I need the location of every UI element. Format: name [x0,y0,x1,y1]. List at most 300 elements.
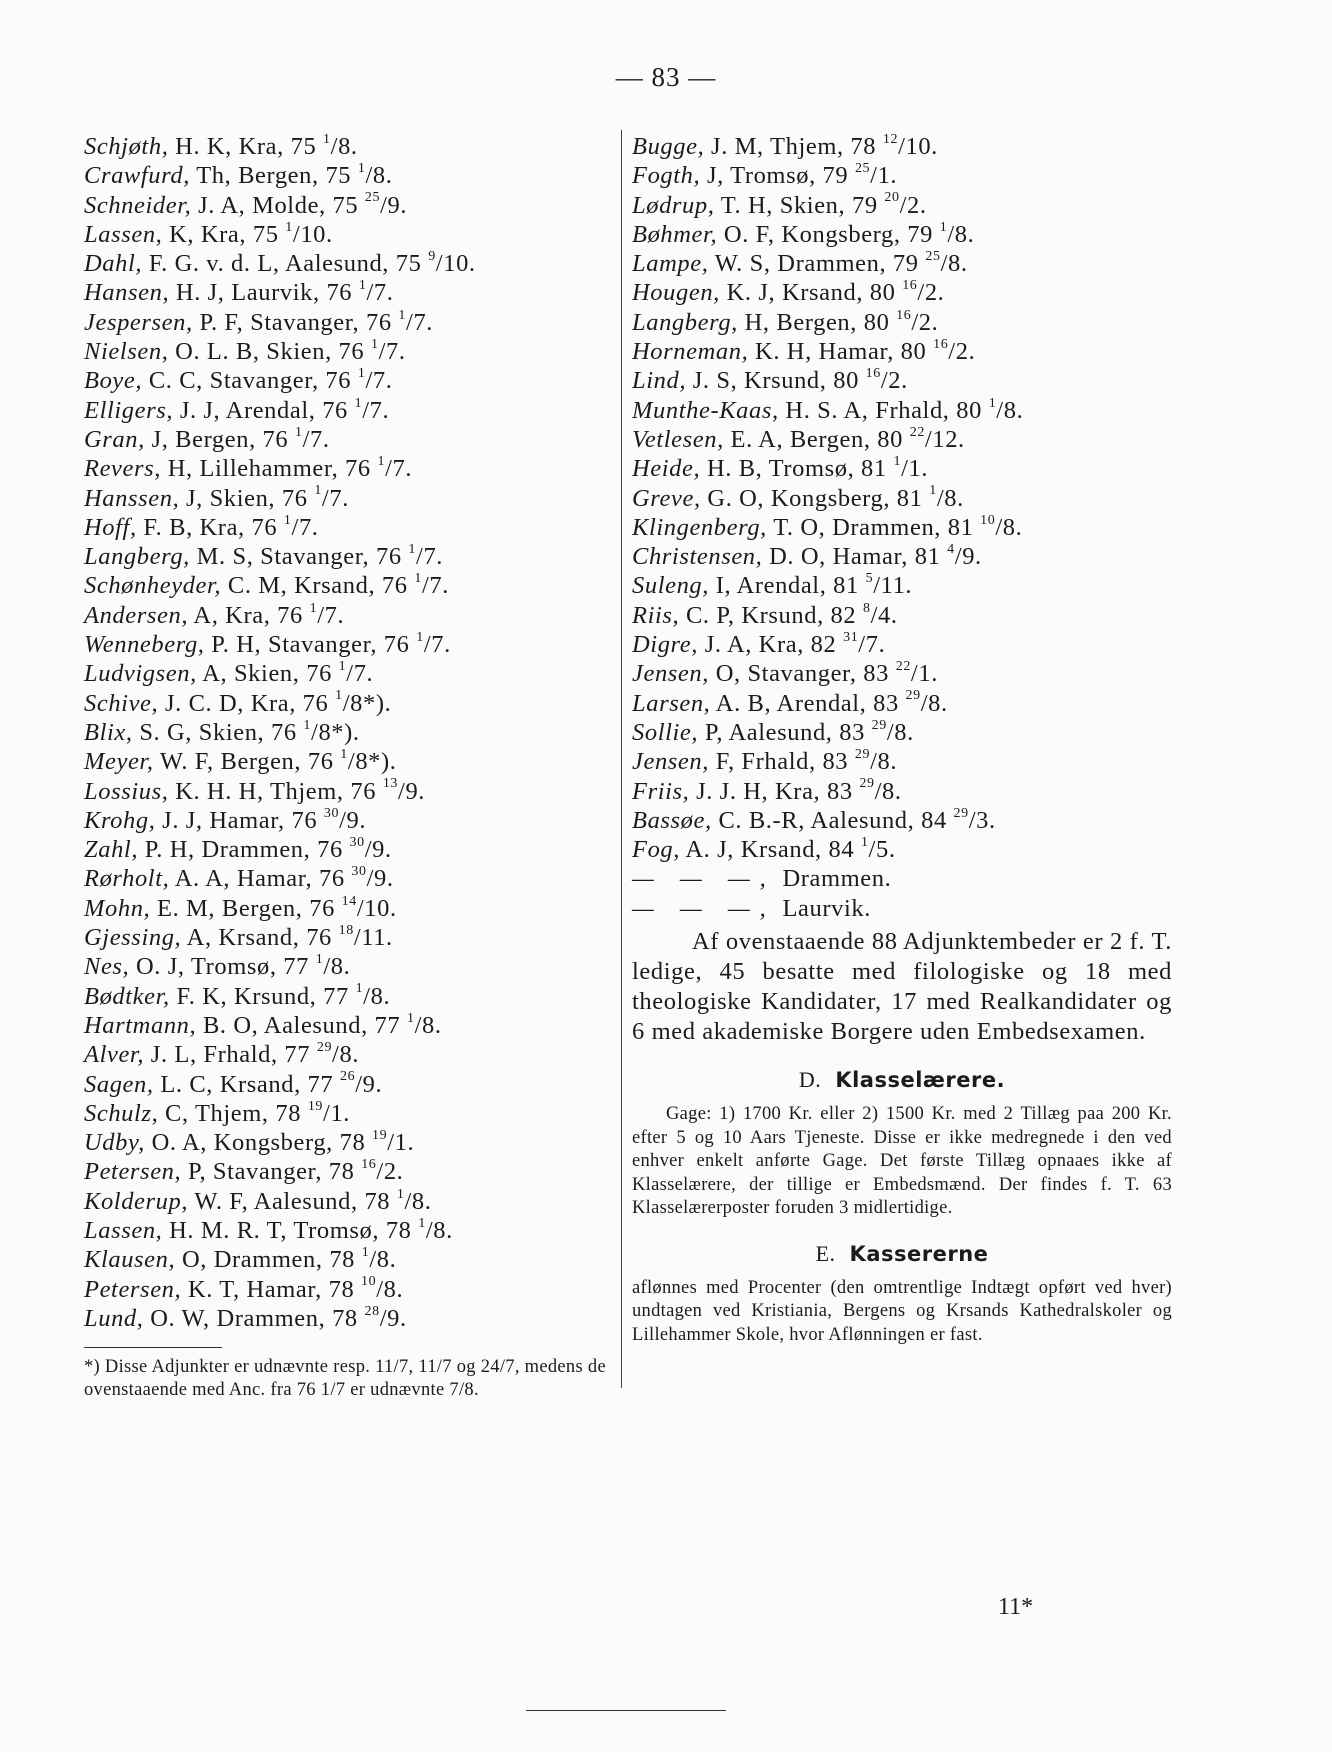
date-slash: / [355,1070,363,1098]
list-item [632,835,1172,864]
date-month: 8. [339,1041,360,1069]
person-details: H. J, Laurvik, 76 [169,279,359,307]
date-day: 26 [339,1069,356,1085]
date-month: 8. [330,953,351,981]
person-details: J, Bergen, 76 [144,425,295,453]
date-slash: / [995,513,1003,541]
person-name: Jensen, [632,660,709,688]
list-item [632,689,1172,718]
date-slash: / [317,601,325,629]
date-slash: / [365,162,373,190]
date-day: 1 [355,981,364,997]
list-item [84,601,624,630]
date-day: 16 [865,366,881,382]
list-item [84,659,624,688]
date-slash: / [917,279,925,307]
date-month: 4. [877,601,898,629]
date-day: 1 [396,1186,405,1202]
person-name: Lund, [84,1304,144,1332]
date-day: 19 [307,1098,324,1114]
date-month: 8. [383,1275,404,1303]
date-slash: / [379,1304,388,1332]
date-month: 8. [944,484,964,512]
person-details: P. F, Stavanger, 76 [192,308,399,336]
date-month: 7. [309,425,330,453]
list-item [84,1216,624,1245]
list-item [632,747,1172,776]
date-month: 8. [882,777,902,805]
date-slash: / [404,1187,412,1215]
person-name: Petersen, [84,1275,182,1303]
date-day: 30 [349,834,365,850]
person-name: Zahl, [84,836,139,864]
date-day: 29 [316,1040,333,1056]
section-e-letter: E. [815,1240,836,1266]
person-name: Hanssen, [84,484,180,512]
person-name: Bøhmer, [632,220,718,248]
list-item [632,571,1172,600]
date-month: 9. [346,806,367,834]
date-slash: / [874,777,883,805]
date-day: 1 [358,278,367,294]
person-details: C. B.-R, Aalesund, 84 [711,806,954,834]
list-item [84,1011,624,1040]
date-month: 9. [362,1070,383,1098]
date-day: 29 [859,776,875,792]
person-details: J. S, Krsund, 80 [686,367,866,395]
date-day: 1 [361,1245,370,1261]
list-item [632,191,1172,220]
person-name: Vetlesen, [632,425,724,453]
date-month: 8. [338,133,358,160]
person-name: Schønheyder, [84,572,222,600]
date-slash: / [968,806,977,834]
date-day: 1 [303,717,312,733]
person-name: Hoff, [84,513,137,541]
person-details: H. S. A, Frhald, 80 [778,396,989,424]
list-item [632,454,1172,483]
list-item [84,1187,624,1216]
date-day: 1 [408,542,417,557]
date-month: 9. [387,1304,407,1332]
date-day: 14 [341,893,357,909]
person-details: J. M, Thjem, 78 [704,133,883,160]
date-month: 7. [431,631,451,659]
date-slash: / [886,718,895,746]
date-day: 13 [382,776,399,792]
date-day: 1 [860,834,869,850]
person-details: F. G. v. d. L, Aalesund, 75 [142,250,429,278]
list-item [632,806,1172,835]
date-day: 28 [364,1303,380,1319]
date-slash: / [376,1158,384,1186]
person-name: Ludvigsen, [84,660,197,688]
person-details: S. G, Skien, 76 [132,718,304,746]
date-month: 1. [918,660,938,688]
date-month: 8. [422,1011,442,1039]
person-name: Friis, [632,777,690,805]
date-slash: / [385,455,393,483]
person-name: Nes, [84,953,130,981]
date-month: 1. [908,455,929,483]
date-day: 1 [406,1010,415,1026]
date-day: 25 [854,161,871,177]
person-details: Laurvik. [775,894,871,922]
date-day: 1 [370,336,379,352]
person-name: Alver, [84,1041,145,1069]
section-e-heading [632,1241,1172,1267]
date-slash: / [369,1246,377,1274]
date-slash: / [954,543,963,571]
person-details: H. K, Kra, 75 [168,133,324,160]
person-details: A. J, Krsand, 84 [680,836,861,864]
list-item [84,894,624,923]
person-name: Jespersen, [84,308,193,336]
person-name: Lampe, [632,250,709,278]
person-name: Lossius, [84,777,169,805]
date-month: 8. [372,162,393,190]
date-month: 9. [405,777,426,805]
person-name: Klingenberg, [632,513,767,541]
person-name: Kolderup, [84,1187,189,1215]
date-month: 8. [411,1187,432,1215]
list-item [84,952,624,981]
person-name: Krohg, [84,806,156,834]
list-item [632,864,1172,893]
date-month: 8. [370,982,391,1010]
list-item [632,396,1172,425]
person-name: Bassøe, [632,806,712,834]
date-day: 29 [854,747,871,763]
person-details: P. H, Drammen, 76 [138,836,350,864]
list-item [632,308,1172,337]
person-name: Langberg, [632,308,738,336]
list-item [84,278,624,307]
date-slash: / [873,572,881,600]
date-slash: / [366,865,375,893]
person-details: J. J. H, Kra, 83 [689,777,860,805]
date-month: 1. [394,1129,415,1157]
person-details: K. T, Hamar, 78 [181,1275,362,1303]
person-details: P, Stavanger, 78 [181,1158,362,1186]
date-day: 4 [947,542,955,557]
list-item [84,718,624,747]
date-slash: / [425,1216,434,1244]
summary-text: Af ovenstaaende 88 Adjunktembeder er 2 f. T. ledige, 45 besatte med filologiske og 18 med theologiske Kandidater, 17 med Realkandidater og 6 med akademiske Borgere uden Embedsexamen. [632,928,1172,1046]
date-slash: / [910,660,919,688]
date-slash: / [899,191,908,219]
date-slash: / [423,631,432,659]
person-details: F. B, Kra, 76 [136,513,284,541]
person-details: A, Kra, 76 [188,601,310,629]
person-name: Schjøth, [84,133,169,160]
date-month: 2. [383,1158,404,1186]
date-day: 30 [323,805,340,821]
list-item [84,220,624,249]
date-month: 8. [928,689,948,717]
person-details: A. A, Hamar, 76 [169,865,352,893]
date-day: 1 [893,454,902,470]
section-d-letter: D. [798,1067,822,1093]
date-month: 8. [947,250,968,278]
signature-mark: 11* [998,1594,1034,1620]
person-details: J. A, Kra, 82 [697,631,844,659]
person-name: Schive, [84,689,159,717]
summary-paragraph [632,927,1172,1047]
person-details: J. C. D, Kra, 76 [158,689,336,717]
list-item [84,542,624,571]
date-day: 29 [871,717,887,733]
person-details: O. F, Kongsberg, 79 [717,220,940,248]
person-name: Nielsen, [84,338,169,366]
person-name: Petersen, [84,1158,182,1186]
list-item [84,191,624,220]
date-month: 7. [373,279,394,307]
list-item [84,1304,624,1333]
person-name: — — —, [632,865,776,893]
date-day: 16 [933,336,949,352]
person-details: C. C, Stavanger, 76 [142,367,358,395]
list-item [84,513,624,542]
list-item [632,484,1172,513]
person-name: Mohn, [84,894,151,922]
date-day: 16 [902,278,918,294]
person-name: Greve, [632,484,701,512]
date-slash: / [435,250,444,278]
list-item [84,1070,624,1099]
person-details: C. P, Krsund, 82 [679,601,863,629]
date-month: 9. [387,191,408,219]
person-name: Suleng, [632,572,710,600]
list-item [84,982,624,1011]
date-day: 8 [862,600,871,616]
list-item [84,161,624,190]
date-month: 2. [924,279,945,307]
date-month: 8. [376,1246,397,1274]
date-month: 8. [1002,513,1023,541]
person-name: Hansen, [84,279,170,307]
date-month: 12. [932,425,965,453]
date-slash: / [311,718,319,746]
date-month: 7. [369,396,390,424]
date-day: 19 [372,1127,388,1143]
person-name: Boye, [84,367,143,395]
person-name: Langberg, [84,543,190,571]
person-details: F. K, Krsund, 77 [169,982,356,1010]
left-column [84,132,624,1402]
date-slash: / [940,250,948,278]
date-month: 2. [888,367,908,395]
list-item [84,249,624,278]
person-details: J. J, Hamar, 76 [155,806,324,834]
person-details: J, Skien, 76 [179,484,315,512]
person-details: P. H, Stavanger, 76 [204,631,417,659]
list-item [84,308,624,337]
person-name: Sagen, [84,1070,154,1098]
list-item [84,484,624,513]
person-name: Munthe-Kaas, [632,396,779,424]
list-item [632,601,1172,630]
section-e-text: aflønnes med Procenter (den omtrentlige Indtægt opført ved hver) undtagen ved Kristiania, Bergens og Krsands Kathedralskoler og Lillehammer Skole, hvor Aflønningen er fast. [632,1277,1172,1345]
list-item [84,1157,624,1186]
footnote: *) Disse Adjunkter er udnævnte resp. 11/7, 11/7 og 24/7, medens de ovenstaaende med Anc. fra 76 1/7 er udnævnte 7/8. [84,1357,606,1401]
date-slash: / [363,982,371,1010]
date-slash: / [332,1041,340,1069]
person-name: Fog, [632,836,680,864]
date-month: 8. [894,718,914,746]
list-item [632,278,1172,307]
date-slash: / [920,689,929,717]
date-slash: / [362,396,370,424]
date-slash: / [364,836,373,864]
list-item [84,689,624,718]
list-item [84,864,624,893]
list-item [84,747,624,776]
list-item [84,923,624,952]
date-slash: / [342,689,351,717]
date-month: 8*). [355,748,397,776]
section-d-heading [632,1067,1172,1093]
date-slash: / [947,220,955,248]
person-details: T. O, Drammen, 81 [766,513,981,541]
person-details: H, Bergen, 80 [737,308,897,336]
date-month: 7. [865,631,886,659]
date-month: 9. [962,543,982,571]
list-item [84,366,624,395]
person-name: Hougen, [632,279,720,307]
person-details: L. C, Krsand, 77 [153,1070,340,1098]
list-item [632,718,1172,747]
section-e-title: Kassererne [849,1241,989,1266]
person-details: O, Stavanger, 83 [708,660,896,688]
person-details: G. O, Kongsberg, 81 [700,484,930,512]
date-month: 7. [329,484,349,512]
date-day: 29 [953,805,969,821]
date-month: 10. [443,250,476,278]
person-details: C. M, Krsand, 76 [221,572,415,600]
section-d-text: Gage: 1) 1700 Kr. eller 2) 1500 Kr. med 2 Tillæg paa 200 Kr. efter 5 og 10 Aars Tjeneste. Disse er ikke medregnede i den ved enhver enkelt anførte Gage. Det første Tillæg opnaaes ikke af Klasselærere, der tillige er Embedsmænd. Der findes f. T. 63 Klasselærerposter foruden 3 midlertidige. [632,1104,1172,1219]
right-column [632,132,1172,1347]
person-details: A. B, Arendal, 83 [710,689,906,717]
date-day: 1 [323,131,331,147]
list-item [632,513,1172,542]
date-day: 12 [882,131,899,147]
footnote-rule [84,1347,222,1348]
person-details: B. O, Aalesund, 77 [196,1011,407,1039]
date-day: 9 [428,249,436,265]
person-name: Sollie, [632,718,699,746]
date-slash: / [291,513,299,541]
date-month: 7. [386,338,406,366]
date-day: 22 [895,659,911,675]
person-name: Bugge, [632,133,705,160]
person-name: Rørholt, [84,865,170,893]
person-details: J. L, Frhald, 77 [144,1041,317,1069]
date-slash: / [353,924,362,952]
date-month: 8. [877,748,898,776]
person-name: Wenneberg, [84,631,205,659]
date-slash: / [868,836,876,864]
list-item [84,571,624,600]
person-name: Crawfurd, [84,162,190,190]
date-month: 7. [392,455,413,483]
date-month: 1. [330,1099,351,1127]
list-item [632,777,1172,806]
date-slash: / [323,1099,331,1127]
list-item [632,630,1172,659]
person-name: Heide, [632,455,701,483]
date-slash: / [924,425,933,453]
list-item [84,806,624,835]
date-slash: / [858,631,866,659]
date-slash: / [339,806,347,834]
list-item [632,220,1172,249]
person-name: Larsen, [632,689,711,717]
list-item [632,161,1172,190]
date-month: 2. [918,308,939,336]
date-slash: / [901,455,909,483]
date-month: 5. [875,836,896,864]
list-item [632,542,1172,571]
person-name: Hartmann, [84,1011,197,1039]
date-slash: / [321,484,330,512]
list-item [632,659,1172,688]
person-details: I, Arendal, 81 [709,572,866,600]
person-name: Bødtker, [84,982,170,1010]
date-day: 1 [294,424,303,440]
person-details: K. J, Krsand, 80 [719,279,903,307]
date-day: 20 [884,190,900,206]
date-month: 9. [372,836,392,864]
list-item [632,132,1172,161]
person-name: Schneider, [84,191,192,219]
date-slash: / [870,601,878,629]
date-day: 1 [335,688,343,704]
person-details: Drammen. [775,865,892,893]
date-month: 10. [300,220,333,248]
date-day: 16 [361,1157,377,1173]
date-slash: / [948,338,956,366]
date-slash: / [996,396,1004,424]
date-slash: / [416,543,424,571]
date-slash: / [911,308,919,336]
date-month: 2. [907,191,927,219]
date-slash: / [387,1129,395,1157]
list-item [84,835,624,864]
list-item [632,337,1172,366]
person-name: Schulz, [84,1099,159,1127]
person-details: O. J, Tromsø, 77 [129,953,316,981]
list-item [632,894,1172,923]
date-slash: / [898,133,906,160]
date-month: 7. [298,513,319,541]
date-day: 16 [896,307,912,323]
date-slash: / [870,748,878,776]
person-name: Andersen, [84,601,189,629]
person-details: J. J, Arendal, 76 [173,396,355,424]
person-details: J. A, Molde, 75 [191,191,365,219]
date-month: 3. [976,806,996,834]
list-item [84,454,624,483]
date-day: 31 [843,629,859,645]
date-day: 1 [929,483,937,499]
list-item [84,396,624,425]
person-name: Gran, [84,425,145,453]
section-d-title: Klasselærere. [835,1068,1006,1093]
list-item [84,777,624,806]
list-item [84,630,624,659]
date-month: 8. [954,220,975,248]
